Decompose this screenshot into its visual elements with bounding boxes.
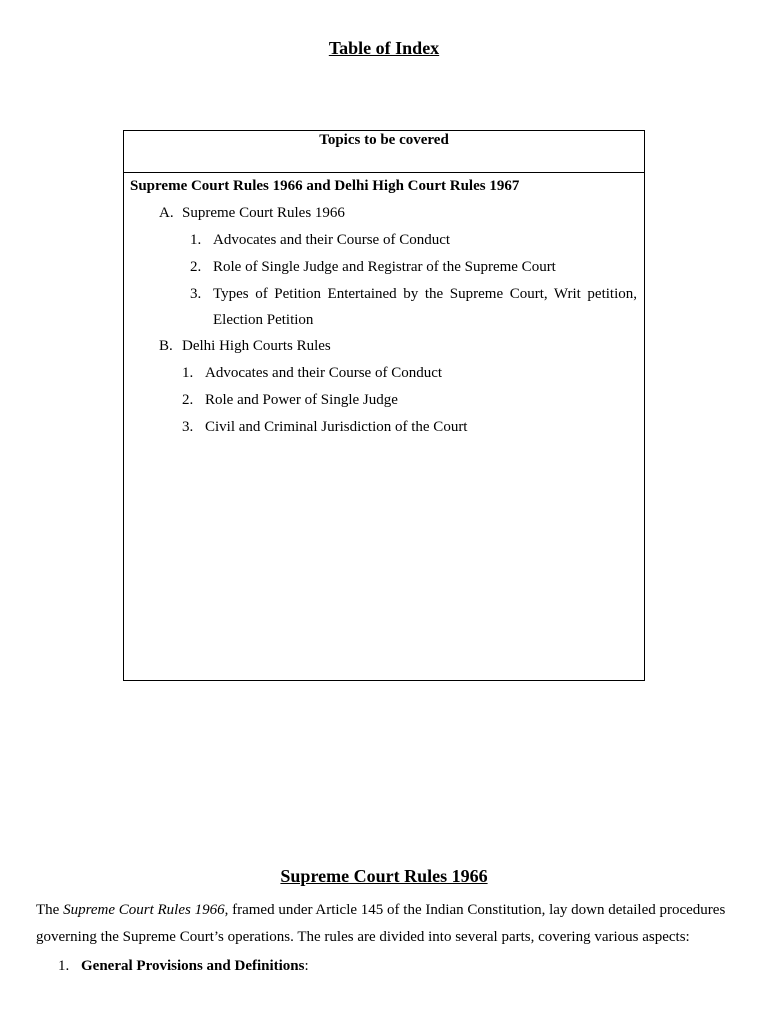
- intro-before: The: [36, 902, 64, 918]
- toc-header: Topics to be covered: [124, 131, 644, 173]
- list-item: [130, 281, 637, 333]
- list-item: [58, 953, 309, 980]
- list-item: [130, 414, 637, 441]
- item-marker: 3.: [190, 286, 202, 302]
- section-marker: B.: [159, 338, 173, 354]
- toc-body: [124, 173, 644, 441]
- list-item: [130, 227, 637, 254]
- section-marker: A.: [159, 205, 174, 221]
- item-marker: 2.: [182, 392, 194, 408]
- intro-italic: Supreme Court Rules 1966: [63, 902, 225, 918]
- item-marker: 1.: [182, 365, 194, 381]
- item-label: Advocates and their Course of Conduct: [213, 232, 451, 248]
- item-marker: 1.: [58, 958, 70, 974]
- intro-paragraph: [36, 897, 736, 951]
- section-title: Supreme Court Rules 1966: [280, 866, 488, 886]
- item-label: Advocates and their Course of Conduct: [205, 365, 443, 381]
- page-title: Table of Index: [328, 38, 440, 58]
- list-item: [130, 387, 637, 414]
- item-marker: 2.: [190, 259, 202, 275]
- item-text: [81, 953, 309, 980]
- toc-table: [123, 130, 645, 681]
- item-label: Types of Petition Entertained by the Supreme Court, Writ petition, Election Petition: [213, 286, 637, 328]
- item-label: Role of Single Judge and Registrar of the Supreme Court: [213, 259, 556, 275]
- item-marker: 3.: [182, 419, 194, 435]
- item-label: General Provisions and Definitions: [81, 958, 305, 974]
- toc-section-a: [130, 200, 637, 227]
- intro-after: , framed under Article 145 of the Indian Constitution, lay down detailed procedures governing the Supreme Court’s operations. The rules are divided into several parts, covering various aspects:: [36, 902, 726, 945]
- section-label: Supreme Court Rules 1966: [182, 205, 345, 221]
- item-label: Civil and Criminal Jurisdiction of the Court: [205, 419, 468, 435]
- list-item: [130, 254, 637, 281]
- item-label: Role and Power of Single Judge: [205, 392, 398, 408]
- toc-heading: Supreme Court Rules 1966 and Delhi High Court Rules 1967: [130, 178, 520, 194]
- item-marker: 1.: [190, 232, 202, 248]
- toc-section-b: [130, 333, 637, 360]
- list-item: [130, 360, 637, 387]
- item-suffix: :: [304, 958, 309, 974]
- section-label: Delhi High Courts Rules: [182, 338, 331, 354]
